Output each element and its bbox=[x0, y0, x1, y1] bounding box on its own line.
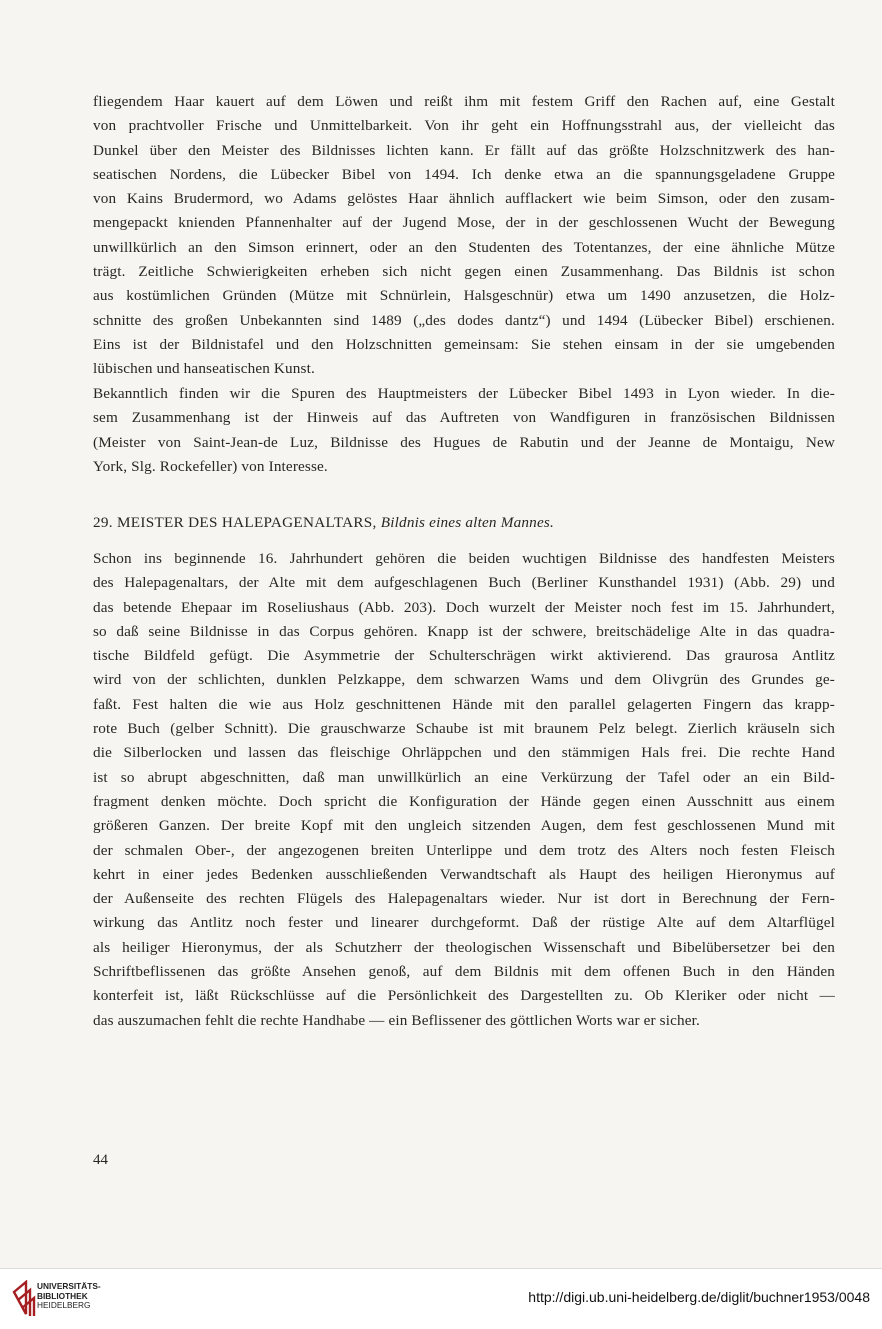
text-line: der schmalen Ober-, der angezogenen breiten Unterlippe und dem trotz des Alters noch festen Fleisch bbox=[93, 841, 835, 859]
logo-line-2: BIBLIOTHEK bbox=[37, 1290, 88, 1301]
text-line: mengepackt knienden Pfannenhalter auf der Jugend Mose, der in der geschlossenen Wucht der Bewegung bbox=[93, 214, 835, 232]
text-line: Schriftbeflissenen das größte Ansehen genoß, auf dem Bildnis mit dem offenen Buch in den Händen bbox=[93, 963, 835, 981]
heading-title: 29. MEISTER DES HALEPAGENALTARS, bbox=[93, 514, 377, 531]
paragraph-3 bbox=[93, 547, 835, 1033]
text-line: fliegendem Haar kauert auf dem Löwen und reißt ihm mit festem Griff den Rachen auf, eine Gestalt bbox=[93, 93, 835, 110]
text-line: das betende Ehepaar im Roseliushaus (Abb. 203). Doch wurzelt der Meister noch fest im 15. Jahrhundert, bbox=[93, 598, 835, 616]
text-line: ist so abrupt abgeschnitten, daß man unwillkürlich an eine Verkürzung der Tafel oder an ein Bild- bbox=[93, 768, 835, 786]
text-line: Schon ins beginnende 16. Jahrhundert gehören die beiden wuchtigen Bildnisse des handfesten Meisters bbox=[93, 550, 835, 567]
footer-bar bbox=[0, 1268, 882, 1329]
text-line: von Kains Brudermord, wo Adams gelöstes Haar ähnlich aufflackert wie beim Simson, oder den zusam- bbox=[93, 190, 835, 208]
text-line: das auszumachen fehlt die rechte Handhabe — ein Beflissener des göttlichen Worts war er sicher. bbox=[93, 1011, 700, 1029]
section-heading bbox=[93, 514, 554, 532]
text-line: die Silberlocken und lassen das fleischige Ohrläppchen und den stämmigen Hals frei. Die rechte Hand bbox=[93, 744, 835, 762]
text-line: von prachtvoller Frische und Unmittelbarkeit. Von ihr geht ein Hoffnungsstrahl aus, der vielleicht das bbox=[93, 117, 835, 135]
text-line: der Außenseite des rechten Flügels des Halepagenaltars wieder. Nur ist dort in Berechnung der Fern- bbox=[93, 890, 835, 908]
text-line: lübischen und hanseatischen Kunst. bbox=[93, 360, 315, 378]
heading-subtitle: Bildnis eines alten Mannes. bbox=[380, 514, 554, 531]
library-name bbox=[37, 1282, 101, 1311]
text-line: faßt. Fest halten die wie aus Holz geschnittenen Hände mit den parallel gelagerten Fingern das krapp- bbox=[93, 695, 835, 713]
text-line: schnitte des großen Unbekannten sind 1489 („des dodes dantz“) und 1494 (Lübecker Bibel) erschienen. bbox=[93, 311, 835, 329]
text-line: aus kostümlichen Gründen (Mütze mit Schnürlein, Halsgeschnür) etwa um 1490 anzusetzen, die Holz- bbox=[93, 287, 835, 305]
logo-line-1: UNIVERSITÄTS- bbox=[37, 1281, 101, 1291]
text-line: unwillkürlich an den Simson erinnert, oder an den Studenten des Totentanzes, der eine ähnliche Mütze bbox=[93, 238, 835, 256]
page-number: 44 bbox=[93, 1152, 108, 1168]
text-line: (Meister von Saint-Jean-de Luz, Bildnisse des Hugues de Rabutin und der Jeanne de Montaigu, New bbox=[93, 433, 835, 451]
text-line: Dunkel über den Meister des Bildnisses lichten kann. Er fällt auf das größte Holzschnitzwerk des han- bbox=[93, 141, 835, 159]
text-line: seatischen Nordens, die Lübecker Bibel von 1494. Ich denke etwa an die spannungsgeladene Gruppe bbox=[93, 165, 835, 183]
paragraph-1 bbox=[93, 90, 835, 382]
text-line: Bekanntlich finden wir die Spuren des Hauptmeisters der Lübecker Bibel 1493 in Lyon wieder. In die- bbox=[93, 385, 835, 402]
text-line: so daß seine Bildnisse in das Corpus gehören. Knapp ist der schwere, breitschädelige Alte in das quadra- bbox=[93, 622, 835, 640]
text-line: größeren Ganzen. Der breite Kopf mit den ungleich sitzenden Augen, dem fest geschlossenen Mund mit bbox=[93, 817, 835, 835]
text-line: sem Zusammenhang ist der Hinweis auf das Auftreten von Wandfiguren in französischen Bildnissen bbox=[93, 409, 835, 427]
text-line: Eins ist der Bildnistafel und den Holzschnitten gemeinsam: Sie stehen einsam in der sie umgebenden bbox=[93, 335, 835, 353]
text-line: trägt. Zeitliche Schwierigkeiten erheben sich nicht gegen einen Zusammenhang. Das Bildnis ist schon bbox=[93, 263, 835, 281]
text-line: kehrt in einer jedes Bedenken ausschließenden Verwandtschaft als Haupt des heiligen Hieronymus auf bbox=[93, 865, 835, 883]
logo-line-3: HEIDELBERG bbox=[37, 1300, 91, 1310]
text-line: wirkung das Antlitz noch fester und linearer durchgeformt. Daß der rüstige Alte auf dem Altarflügel bbox=[93, 914, 835, 932]
text-line: wird von der schlichten, dunklen Pelzkappe, dem schwarzen Wams und dem Olivgrün des Grundes ge- bbox=[93, 671, 835, 689]
paragraph-2 bbox=[93, 382, 835, 479]
text-line: als heiliger Hieronymus, der als Schutzherr der theologischen Wissenschaft und Bibelübersetzer bei den bbox=[93, 938, 835, 956]
text-line: rote Buch (gelber Schnitt). Die grauschwarze Schaube ist mit braunem Pelz belegt. Zierlich kräuseln sich bbox=[93, 720, 835, 738]
text-line: fragment denken möchte. Doch spricht die Konfiguration der Hände gegen einen Ausschnitt aus einem bbox=[93, 792, 835, 810]
text-line: tische Bildfeld gefügt. Die Asymmetrie der Schulterschrägen wirkt aktivierend. Das graurosa Antlitz bbox=[93, 647, 835, 665]
text-line: des Halepagenaltars, der Alte mit dem aufgeschlagenen Buch (Berliner Kunsthandel 1931) (Abb. 29) und bbox=[93, 574, 835, 592]
text-line: York, Slg. Rockefeller) von Interesse. bbox=[93, 457, 328, 475]
text-line: konterfeit ist, läßt Rückschlüsse auf die Persönlichkeit des Dargestellten zu. Ob Kleriker oder nicht — bbox=[93, 987, 835, 1005]
source-url-link[interactable]: http://digi.ub.uni-heidelberg.de/diglit/buchner1953/0048 bbox=[528, 1289, 870, 1305]
